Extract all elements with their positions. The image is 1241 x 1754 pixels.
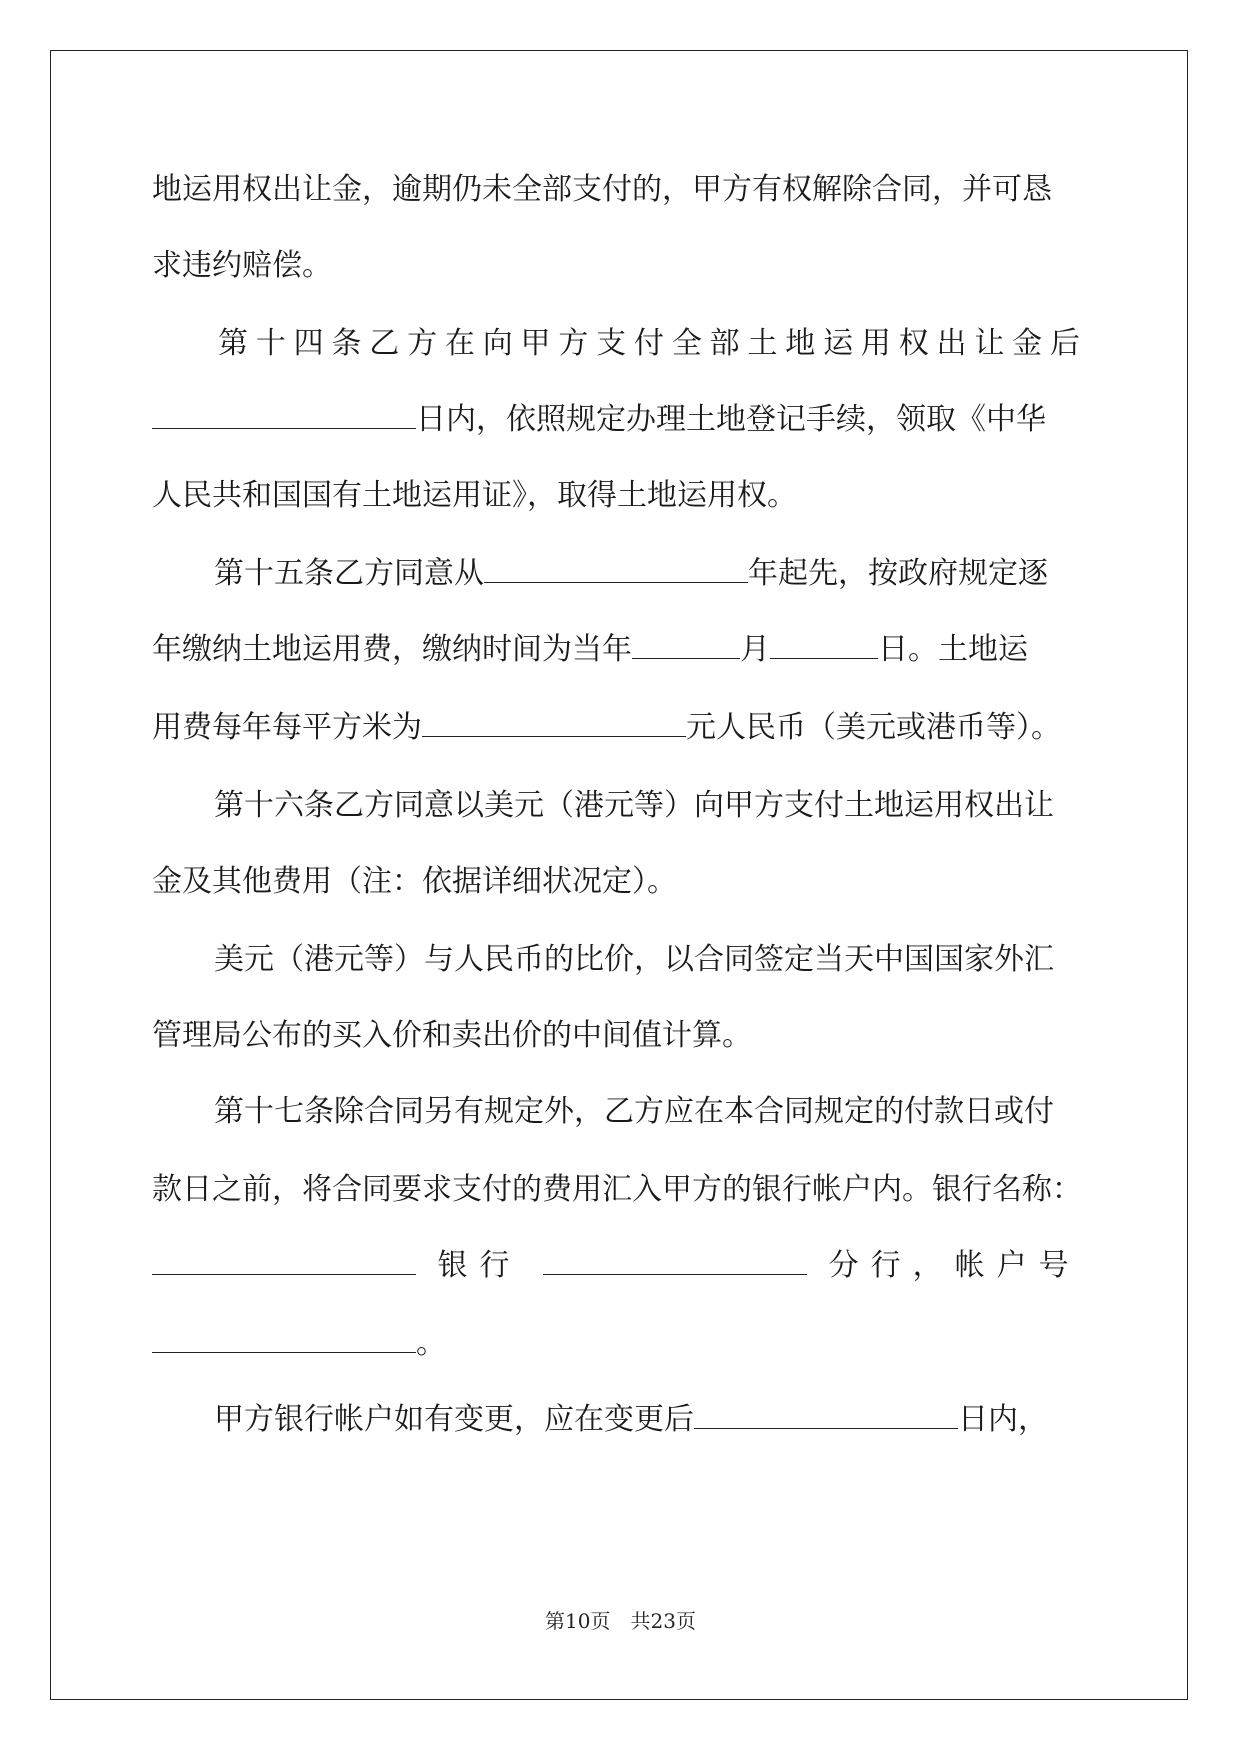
text-run: 地运用权出让金，逾期仍未全部支付的，甲方有权解除合同，并可恳	[152, 172, 1052, 207]
paragraph-line	[152, 1160, 1087, 1220]
article-14-line	[218, 314, 1086, 374]
paragraph-line	[152, 1314, 1087, 1374]
text-run: 年起先，按政府规定逐	[748, 556, 1048, 591]
text-run: 第十六条乙方同意以美元（港元等）向甲方支付土地运用权出让	[214, 788, 1054, 823]
paragraph-line	[152, 466, 1087, 526]
text-run: 求违约赔偿。	[152, 248, 332, 283]
fill-in-blank	[770, 622, 878, 659]
text-run: 银行	[437, 1248, 522, 1283]
text-run: 金及其他费用（注：依据详细状况定）。	[152, 864, 677, 899]
fill-in-blank	[694, 1392, 958, 1429]
article-15-line	[214, 544, 1086, 604]
text-run: 用费每年每平方米为	[152, 710, 422, 745]
text-run: 第十七条除合同另有规定外，乙方应在本合同规定的付款日或付	[214, 1094, 1054, 1129]
paragraph-line	[152, 390, 1087, 450]
text-run: 月	[740, 632, 770, 667]
text-run: 第十四条乙方在向甲方支付全部土地运用权出让金后	[218, 326, 1086, 361]
fill-in-blank	[152, 1316, 416, 1353]
paragraph-line	[152, 852, 1087, 912]
text-run: 元人民币（美元或港币等）。	[686, 710, 1061, 745]
article-16-line	[214, 776, 1086, 836]
paragraph-line	[152, 236, 1087, 296]
article-17-line	[214, 1082, 1086, 1142]
paragraph-line	[152, 698, 1087, 758]
bank-details-line	[152, 1236, 1087, 1296]
text-run: 日内，	[958, 1402, 1048, 1437]
text-run: 甲方银行帐户如有变更，应在变更后	[214, 1402, 694, 1437]
paragraph-line	[214, 1390, 1086, 1450]
fill-in-blank	[632, 622, 740, 659]
fill-in-blank	[152, 392, 416, 429]
text-run: 。	[416, 1326, 446, 1361]
text-run: 分行，帐户号	[828, 1248, 1081, 1283]
page-footer: 第10页 共23页	[545, 1609, 696, 1633]
text-run: 第十五条乙方同意从	[214, 556, 484, 591]
fill-in-blank	[422, 700, 686, 737]
fill-in-blank	[484, 546, 748, 583]
paragraph-line	[152, 620, 1087, 680]
paragraph-line	[214, 930, 1086, 990]
text-run: 日内，依照规定办理土地登记手续，领取《中华	[416, 402, 1046, 437]
paragraph-line	[152, 1006, 1087, 1066]
text-run: 人民共和国国有土地运用证》，取得土地运用权。	[152, 478, 797, 513]
text-run: 日。土地运	[878, 632, 1028, 667]
text-run: 美元（港元等）与人民币的比价，以合同签定当天中国国家外汇	[214, 942, 1054, 977]
fill-in-blank	[152, 1238, 416, 1275]
text-run: 管理局公布的买入价和卖出价的中间值计算。	[152, 1018, 752, 1053]
fill-in-blank	[543, 1238, 807, 1275]
text-run: 年缴纳土地运用费，缴纳时间为当年	[152, 632, 632, 667]
text-run: 款日之前，将合同要求支付的费用汇入甲方的银行帐户内。银行名称：	[152, 1172, 1082, 1207]
paragraph-line	[152, 160, 1087, 220]
